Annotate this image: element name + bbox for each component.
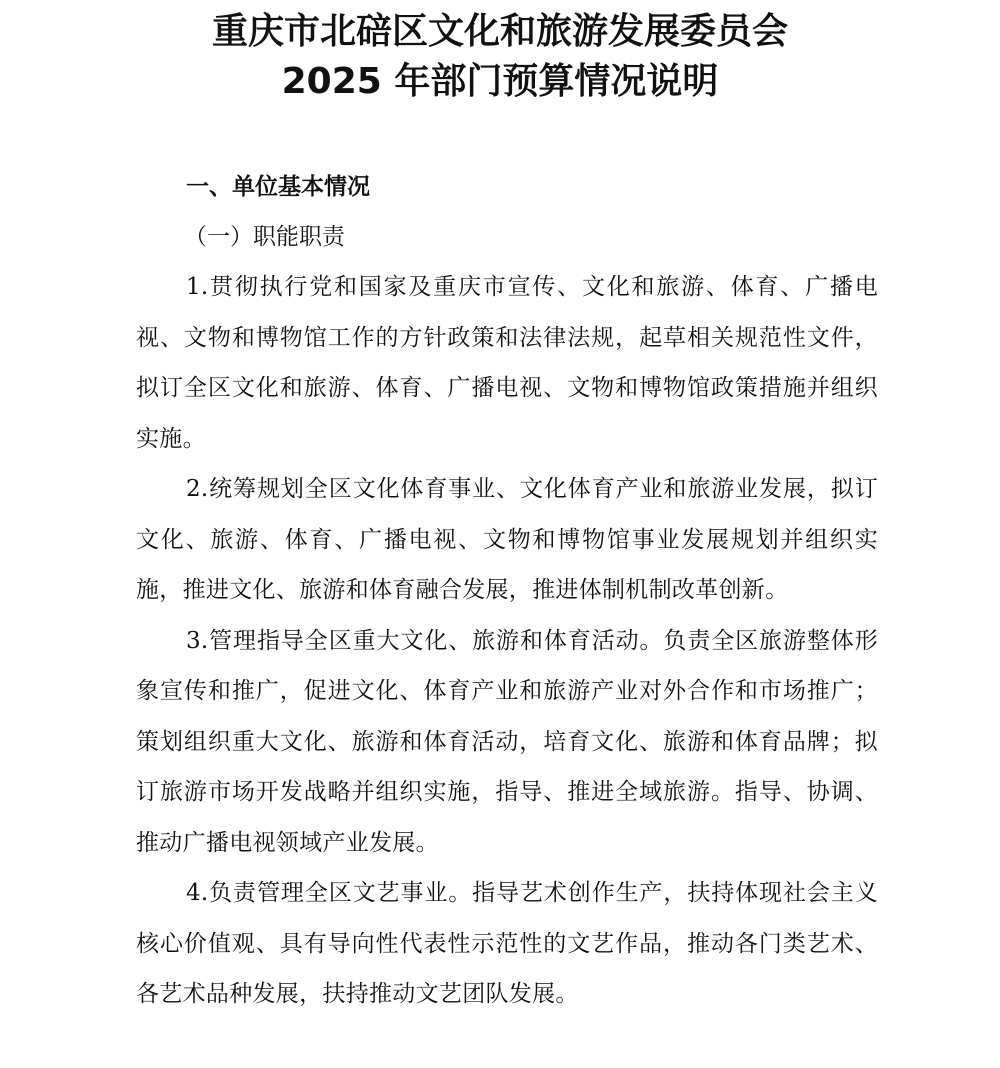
paragraph-4: 4.负责管理全区文艺事业。指导艺术创作生产，扶持体现社会主义核心价值观、具有导向性代表性示范性的文艺作品，推动各门类艺术、各艺术品种发展，扶持推动文艺团队发展。	[136, 880, 878, 1007]
paragraph-3: 3.管理指导全区重大文化、旅游和体育活动。负责全区旅游整体形象宣传和推广，促进文化、体育产业和旅游产业对外合作和市场推广；策划组织重大文化、旅游和体育活动，培育文化、旅游和体育品牌；拟订旅游市场开发战略并组织实施，指导、推进全域旅游。指导、协调、推动广播电视领域产业发展。	[136, 627, 878, 856]
paragraph-2: 2.统筹规划全区文化体育事业、文化体育产业和旅游业发展，拟订文化、旅游、体育、广播电视、文物和博物馆事业发展规划并组织实施，推进文化、旅游和体育融合发展，推进体制机制改革创新。	[136, 476, 878, 603]
section-heading: 一、单位基本情况	[186, 174, 370, 200]
paragraph-1: 1.贯彻执行党和国家及重庆市宣传、文化和旅游、体育、广播电视、文物和博物馆工作的方针政策和法律法规，起草相关规范性文件，拟订全区文化和旅游、体育、广播电视、文物和博物馆政策措施并组织实施。	[136, 274, 878, 452]
document-title-line-2: 2025 年部门预算情况说明	[281, 61, 719, 102]
document-title-line-1: 重庆市北碚区文化和旅游发展委员会	[211, 11, 788, 52]
sub-heading: （一）职能职责	[184, 224, 345, 250]
document-body	[136, 162, 878, 1020]
